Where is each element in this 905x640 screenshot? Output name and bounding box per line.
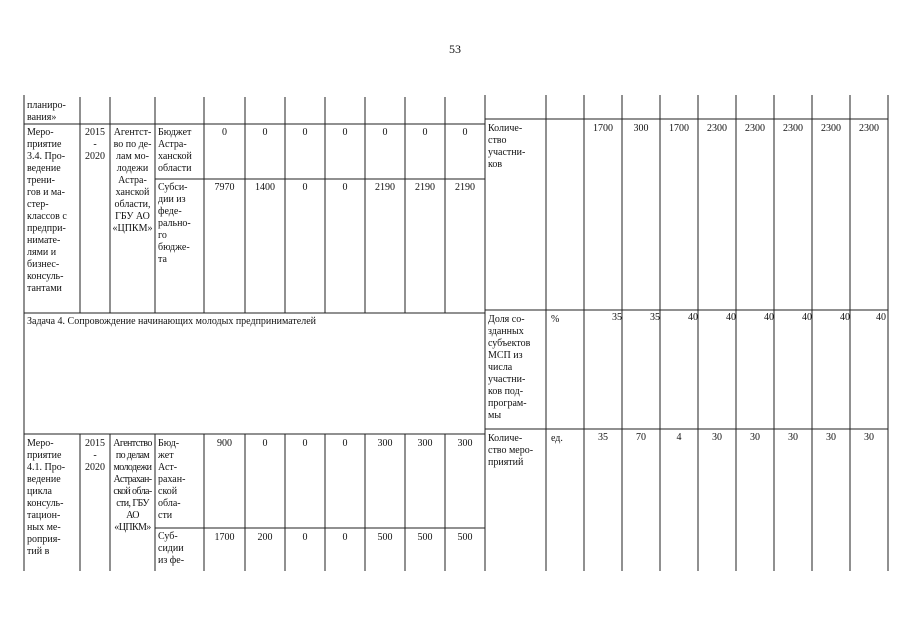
table-cell: 500 <box>457 532 473 543</box>
table-cell: 0 <box>342 532 348 543</box>
table-cell: 40 <box>876 312 886 323</box>
prev-row-fragment: планиро- вания» <box>27 100 66 123</box>
table-cell: 2300 <box>783 123 803 134</box>
measure-3-4-years: 2015 - 2020 <box>85 127 105 162</box>
table-cell: 0 <box>462 127 468 138</box>
table-cell: 500 <box>417 532 433 543</box>
table-cell: 7970 <box>214 182 235 193</box>
table-cell: 2190 <box>375 182 395 193</box>
table-cell: 30 <box>864 432 874 443</box>
table-cell: 300 <box>457 438 473 449</box>
table-cell: 0 <box>262 127 268 138</box>
table-cell: 0 <box>342 127 348 138</box>
table-cell: 40 <box>688 312 698 323</box>
task-4-title: Задача 4. Сопровождение начинающих молодых предпринимателей <box>27 316 317 327</box>
table-cell: 35 <box>650 312 660 323</box>
table-cell: 0 <box>422 127 428 138</box>
indicator-participants: Количе- ство участни- ков <box>488 123 526 170</box>
table-cell: 1700 <box>593 123 613 134</box>
table-cell: 0 <box>222 127 227 138</box>
table-cell: 0 <box>302 182 308 193</box>
table-cell: 30 <box>826 432 836 443</box>
table-cell: 2300 <box>707 123 727 134</box>
table-cell: 4 <box>676 432 682 443</box>
table-cell: 30 <box>712 432 722 443</box>
page-number: 53 <box>449 42 461 56</box>
table-cell: 300 <box>417 438 433 449</box>
table-cell: 0 <box>302 127 308 138</box>
table-cell: 0 <box>302 532 308 543</box>
table-cell: 300 <box>377 438 393 449</box>
table-cell: 30 <box>750 432 760 443</box>
table-cell: 35 <box>612 312 622 323</box>
table-cell: 200 <box>257 532 273 543</box>
table-cell: 500 <box>377 532 393 543</box>
table-cell: 300 <box>633 123 649 134</box>
table-cell: 1400 <box>255 182 275 193</box>
table-cell: 35 <box>598 432 608 443</box>
measure-4-1-source-regional: Бюд- жет Аст- рахан- ской обла- сти <box>158 438 186 521</box>
table-cell: 40 <box>726 312 736 323</box>
table-cell: 1700 <box>669 123 689 134</box>
table-cell: 2300 <box>859 123 879 134</box>
table-cell: 40 <box>802 312 812 323</box>
measure-4-1-years: 2015 - 2020 <box>85 438 105 473</box>
table-cell: 0 <box>342 438 348 449</box>
table-cell: 900 <box>217 438 232 449</box>
table-cell: 40 <box>840 312 850 323</box>
table-cell: 2300 <box>821 123 841 134</box>
unit-cell: % <box>551 314 560 325</box>
table-cell: 1700 <box>214 532 235 543</box>
table-cell: 0 <box>382 127 388 138</box>
indicator-share-smes: Доля со- зданных субъектов МСП из числа участни- ков под- програм- мы <box>488 314 531 421</box>
table-cell: 2300 <box>745 123 765 134</box>
measure-3-4-name: Меро- приятие 3.4. Про- ведение трени- гов и ма- стер- классов с предпри- нимате- лями и бизнес- консуль- тантами <box>27 127 67 294</box>
table-cell: 2190 <box>415 182 435 193</box>
unit-cell: ед. <box>551 433 563 444</box>
table-cell: 0 <box>342 182 348 193</box>
measure-3-4-source-regional: Бюджет Астра- ханской области <box>158 127 192 174</box>
table-cell: 0 <box>262 438 268 449</box>
indicator-events-count: Количе- ство меро- приятий <box>488 433 534 468</box>
table-cell: 30 <box>788 432 798 443</box>
table-cell: 70 <box>636 432 646 443</box>
measure-4-1-source-federal: Суб- сидии из фе- <box>158 531 185 566</box>
measure-3-4-source-federal: Субси- дии из феде- рально- го бюдже- та <box>158 182 191 265</box>
measure-3-4-executor: Агентст- во по де- лам мо- лодежи Астра- ханской области, ГБУ АО «ЦПКМ» <box>112 127 153 234</box>
measure-4-1-name: Меро- приятие 4.1. Про- ведение цикла консуль- тацион- ных ме- роприя- тий в <box>27 438 66 557</box>
table-cell: 40 <box>764 312 774 323</box>
measure-4-1-executor: Агентство по делам молодежи Астрахан- ской обла- сти, ГБУ АО «ЦПКМ» <box>113 438 152 533</box>
table-cell: 2190 <box>455 182 475 193</box>
table-cell: 0 <box>302 438 308 449</box>
